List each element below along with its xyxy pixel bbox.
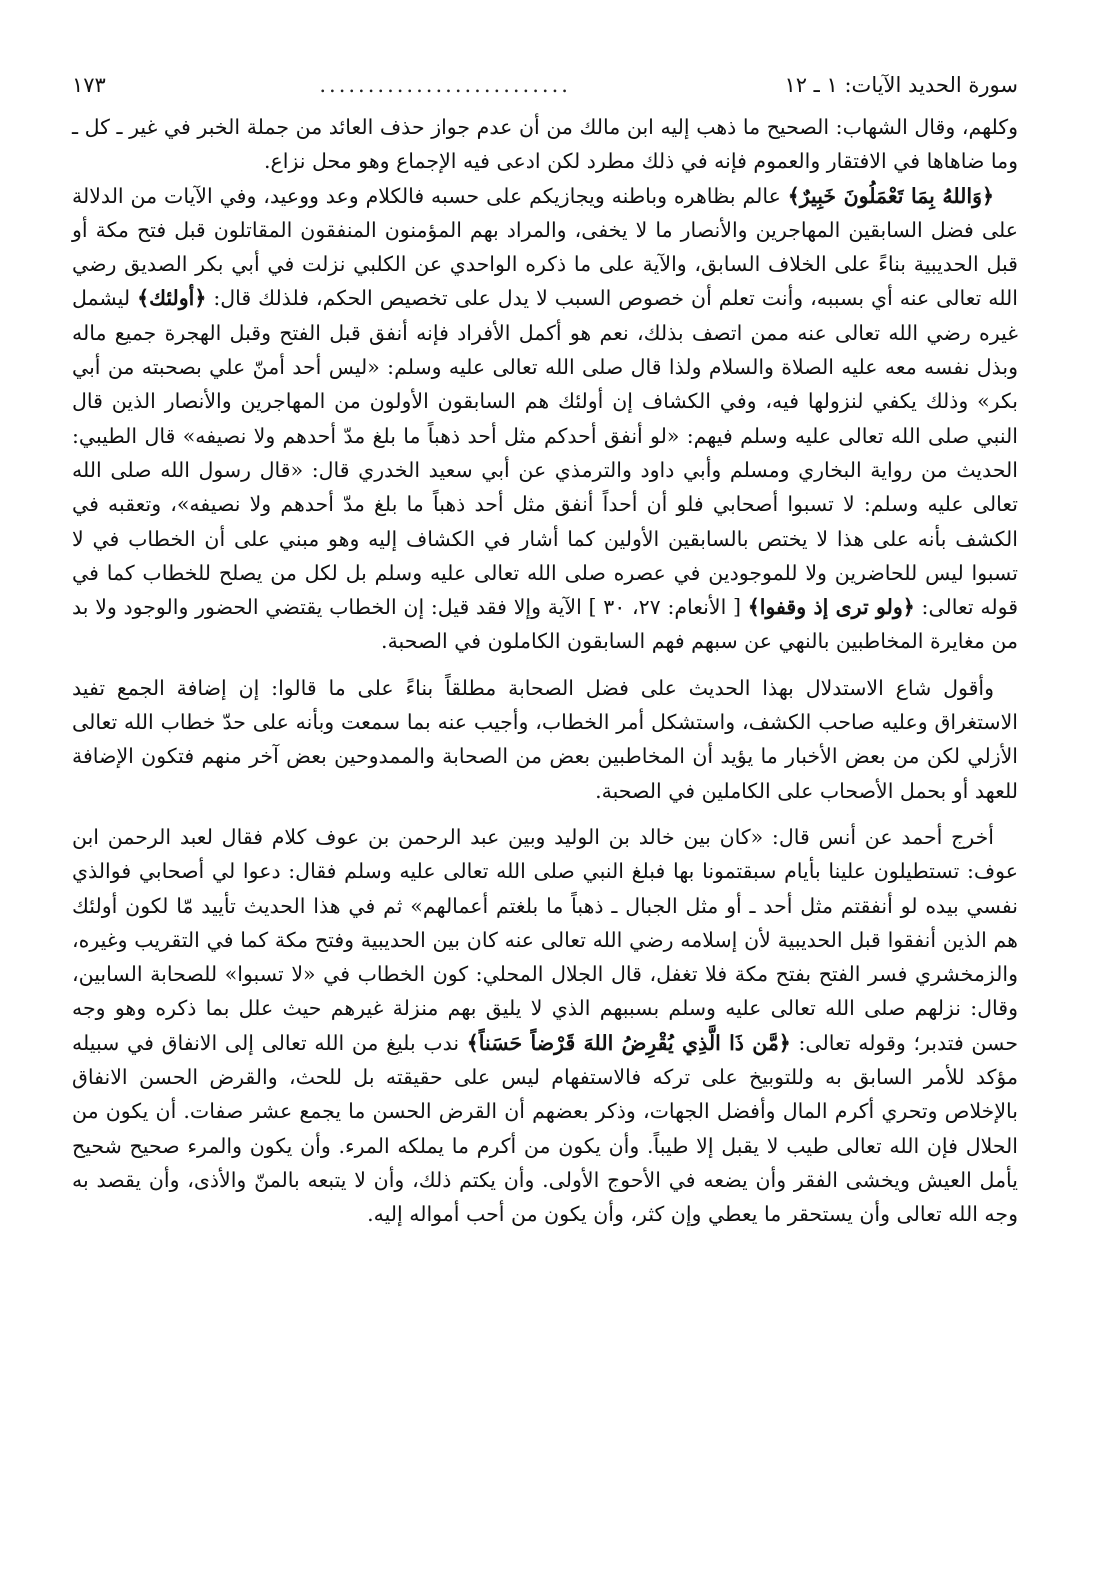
chapter-title: سورة الحديد الآيات: ١ ـ ١٢ (784, 73, 1018, 97)
text-segment: أخرج أحمد عن أنس قال: «كان بين خالد بن الوليد وبين عبد الرحمن بن عوف كلام فقال لعبد الرحمن ابن عوف: تستطيلون علينا بأيام سبقتمونا بها فبلغ النبي صلى الله تعالى عليه وسلم فقال: دعوا لي أصحابي فوالذي نفسي بيده لو أنفقتم مثل أحد ـ أو مثل الجبال ـ ذهباً ما بلغتم أعمالهم» ثم في هذا الحديث تأييد مّا لكون أولئك هم الذين أنفقوا قبل الحديبية لأن إسلامه رضي الله تعالى عنه كان بين الحديبية وفتح مكة كما في التقريب وغيره، والزمخشري فسر الفتح بفتح مكة فلا تغفل، قال الجلال المحلي: كون الخطاب في «لا تسبوا» للصحابة السابين، وقال: نزلهم صلى الله تعالى عليه وسلم بسببهم الذي لا يليق بهم منزلة غيرهم حيث علل بما ذكره وهو وجه حسن فتدبر؛ وقوله تعالى: (72, 824, 1018, 1055)
paragraph (72, 671, 1018, 808)
running-header (72, 70, 1018, 102)
paragraph (72, 179, 1018, 659)
text-segment: عالم بظاهره وباطنه ويجازيكم على حسبه فالكلام وعد ووعيد، وفي الآيات من الدلالة على فضل السابقين المهاجرين والأنصار ما لا يخفى، والمراد بهم المؤمنون المنفقون المقاتلون قبل فتح مكة أو قبل الحديبية بناءً على الخلاف السابق، والآية على ما ذكره الواحدي عن الكلبي نزلت في أبي بكر الصديق رضي الله تعالى عنه أي بسببه، وأنت تعلم أن خصوص السبب لا يدل على تخصيص الحكم، فلذلك قال: (72, 183, 1018, 311)
text-segment: وأقول شاع الاستدلال بهذا الحديث على فضل الصحابة مطلقاً بناءً على ما قالوا: إن إضافة الجمع تفيد الاستغراق وعليه صاحب الكشف، واستشكل أمر الخطاب، وأجيب عنه بما سمعت وبأنه على حدّ خطاب الله تعالى الأزلي لكن من بعض الأخبار ما يؤيد أن المخاطبين بعض من الصحابة والممدوحين بعض آخر منهم فتكون الإضافة للعهد أو بحمل الأصحاب على الكاملين في الصحبة. (72, 675, 1018, 803)
quran-verse: ﴿وَاللهُ بِمَا تَعْمَلُونَ خَبِيرٌ﴾ (787, 183, 994, 208)
text-segment: وكلهم، وقال الشهاب: الصحيح ما ذهب إليه ابن مالك من أن عدم جواز حذف العائد من جملة الخبر في غير ـ كل ـ وما ضاهاها في الافتقار والعموم فإنه في ذلك مطرد لكن ادعى فيه الإجماع وهو محل نزاع. (72, 115, 1018, 174)
leader-dots: .......................... (319, 73, 571, 97)
quran-verse: ﴿ولو ترى إذ وقفوا﴾ (747, 595, 915, 620)
book-page (72, 70, 1018, 1232)
text-segment: ليشمل غيره رضي الله تعالى عنه ممن اتصف بذلك، نعم هو أكمل الأفراد فإنه أنفق قبل الفتح وقبل الهجرة جميع ماله وبذل نفسه معه عليه الصلاة والسلام ولذا قال صلى الله تعالى عليه وسلم: «ليس أحد أمنّ علي بصحبته من أبي بكر» وذلك يكفي لنزولها فيه، وفي الكشاف إن أولئك هم السابقون الأولون من المهاجرين والأنصار الذين قال النبي صلى الله تعالى عليه وسلم فيهم: «لو أنفق أحدكم مثل أحد ذهباً ما بلغ مدّ أحدهم ولا نصيفه» قال الطيبي: الحديث من رواية البخاري ومسلم وأبي داود والترمذي عن أبي سعيد الخدري قال: «قال رسول الله صلى الله تعالى عليه وسلم: لا تسبوا أصحابي فلو أن أحداً أنفق مثل أحد ذهباً ما بلغ مدّ أحدهم ولا نصيفه»، وتعقبه في الكشف بأنه على هذا لا يختص بالسابقين الأولين كما أشار في الكشاف إليه وهو مبني على أن الخطاب في لا تسبوا ليس للحاضرين ولا للموجودين في عصره صلى الله تعالى عليه وسلم بل لكل من يصلح للخطاب كما في قوله تعالى: (72, 286, 1018, 620)
paragraph (72, 110, 1018, 179)
quran-verse: ﴿مَّن ذَا الَّذِي يُقْرِضُ اللهَ قَرْضاً حَسَناً﴾ (466, 1030, 791, 1055)
page-number: ١٧٣ (72, 73, 106, 97)
text-segment: [ الأنعام: ٢٧، ٣٠ ] الآية وإلا فقد قيل: إن الخطاب يقتضي الحضور والوجود ولا بد من مغايرة المخاطبين بالنهي عن سبهم فهم السابقون الكاملون في الصحبة. (72, 595, 1018, 654)
paragraph (72, 820, 1018, 1232)
text-segment: ندب بليغ من الله تعالى إلى الانفاق في سبيله مؤكد للأمر السابق به وللتوبيخ على تركه فالاستفهام ليس على حقيقته بل للحث، والقرض الحسن الانفاق بالإخلاص وتحري أكرم المال وأفضل الجهات، وذكر بعضهم أن القرض الحسن ما يجمع عشر صفات. أن يكون من الحلال فإن الله تعالى طيب لا يقبل إلا طيباً. وأن يكون من أكرم ما يملكه المرء. وأن يكون والمرء صحيح شحيح يأمل العيش ويخشى الفقر وأن يضعه في الأحوج الأولى. وأن يكتم ذلك، وأن لا يتبعه بالمنّ والأذى، وأن يقصد به وجه الله تعالى وأن يستحقر ما يعطي وإن كثر، وأن يكون من أحب أمواله إليه. (72, 1030, 1018, 1227)
body-text (72, 110, 1018, 1232)
quran-verse: ﴿أولئك﴾ (137, 286, 207, 311)
